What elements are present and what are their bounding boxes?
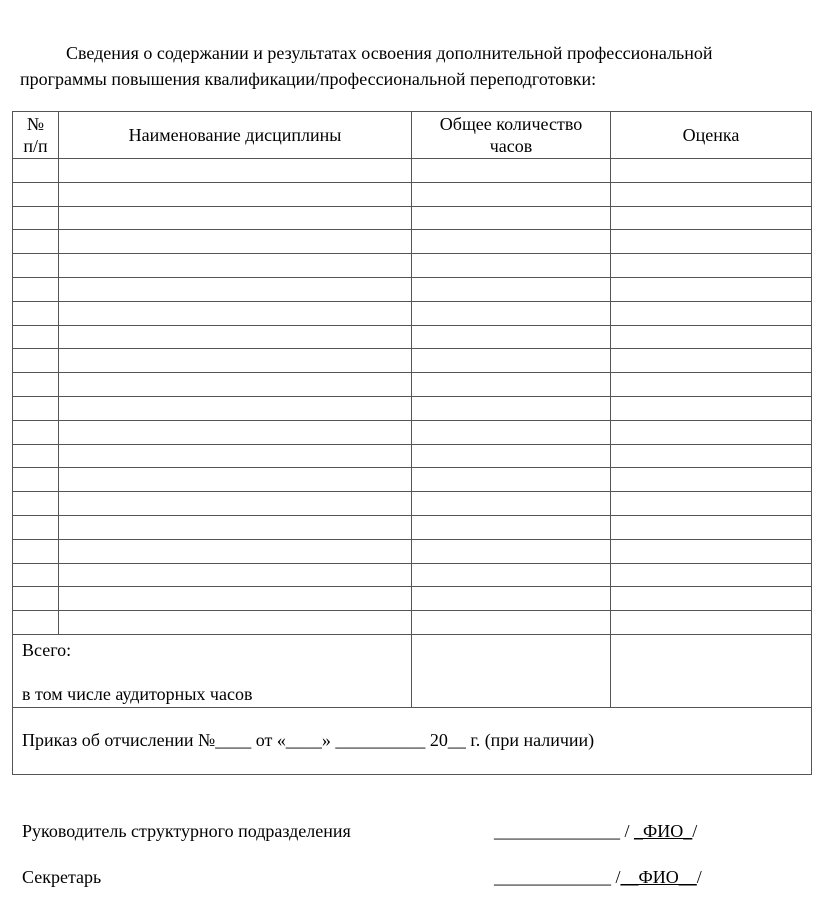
row-number-cell[interactable] <box>13 468 59 492</box>
total-hours-cell[interactable] <box>412 634 611 707</box>
table-row <box>13 539 812 563</box>
table-row <box>13 587 812 611</box>
signature-line-secretary <box>494 867 702 888</box>
row-discipline-cell[interactable] <box>59 254 412 278</box>
row-hours-cell[interactable] <box>412 349 611 373</box>
row-discipline-cell[interactable] <box>59 515 412 539</box>
row-grade-cell[interactable] <box>611 349 812 373</box>
row-discipline-cell[interactable] <box>59 396 412 420</box>
table-row <box>13 349 812 373</box>
row-number-cell[interactable] <box>13 159 59 183</box>
row-grade-cell[interactable] <box>611 159 812 183</box>
row-hours-cell[interactable] <box>412 373 611 397</box>
signature-name-secretary: __ФИО__ <box>620 867 697 887</box>
row-hours-cell[interactable] <box>412 563 611 587</box>
row-grade-cell[interactable] <box>611 396 812 420</box>
row-hours-cell[interactable] <box>412 206 611 230</box>
row-discipline-cell[interactable] <box>59 611 412 635</box>
row-number-cell[interactable] <box>13 277 59 301</box>
row-hours-cell[interactable] <box>412 301 611 325</box>
table-row <box>13 444 812 468</box>
row-grade-cell[interactable] <box>611 206 812 230</box>
signature-end-head: / <box>692 821 698 841</box>
row-discipline-cell[interactable] <box>59 539 412 563</box>
table-header-row <box>13 112 812 159</box>
row-discipline-cell[interactable] <box>59 301 412 325</box>
row-discipline-cell[interactable] <box>59 420 412 444</box>
row-number-cell[interactable] <box>13 587 59 611</box>
row-hours-cell[interactable] <box>412 444 611 468</box>
row-discipline-cell[interactable] <box>59 587 412 611</box>
table-row <box>13 182 812 206</box>
row-hours-cell[interactable] <box>412 159 611 183</box>
order-text: Приказ об отчислении №____ от «____» __________ 20__ г. (при наличии) <box>13 707 812 774</box>
table-row <box>13 230 812 254</box>
row-hours-cell[interactable] <box>412 325 611 349</box>
row-discipline-cell[interactable] <box>59 373 412 397</box>
total-label: Всего: <box>22 639 72 660</box>
row-number-cell[interactable] <box>13 539 59 563</box>
row-discipline-cell[interactable] <box>59 492 412 516</box>
row-grade-cell[interactable] <box>611 563 812 587</box>
table-row <box>13 206 812 230</box>
row-grade-cell[interactable] <box>611 587 812 611</box>
signature-head <box>22 821 802 842</box>
row-number-cell[interactable] <box>13 373 59 397</box>
table-row <box>13 563 812 587</box>
header-number-line2: п/п <box>23 136 48 156</box>
row-grade-cell[interactable] <box>611 444 812 468</box>
header-hours-line1: Общее количество <box>439 114 583 134</box>
row-number-cell[interactable] <box>13 325 59 349</box>
table-row <box>13 301 812 325</box>
row-hours-cell[interactable] <box>412 539 611 563</box>
table-row <box>13 373 812 397</box>
table-row <box>13 396 812 420</box>
row-grade-cell[interactable] <box>611 373 812 397</box>
row-hours-cell[interactable] <box>412 277 611 301</box>
auditory-label: в том числе аудиторных часов <box>22 683 253 704</box>
row-number-cell[interactable] <box>13 230 59 254</box>
row-discipline-cell[interactable] <box>59 182 412 206</box>
header-discipline: Наименование дисциплины <box>59 112 412 159</box>
row-number-cell[interactable] <box>13 563 59 587</box>
row-grade-cell[interactable] <box>611 230 812 254</box>
total-grade-cell[interactable] <box>611 634 812 707</box>
row-hours-cell[interactable] <box>412 420 611 444</box>
signature-role-secretary: Секретарь <box>22 867 102 887</box>
row-number-cell[interactable] <box>13 611 59 635</box>
intro-paragraph <box>20 40 800 92</box>
row-discipline-cell[interactable] <box>59 325 412 349</box>
signature-blank-head: ______________ / <box>494 821 635 841</box>
row-grade-cell[interactable] <box>611 182 812 206</box>
table-row <box>13 492 812 516</box>
row-hours-cell[interactable] <box>412 492 611 516</box>
row-discipline-cell[interactable] <box>59 444 412 468</box>
row-number-cell[interactable] <box>13 492 59 516</box>
row-number-cell[interactable] <box>13 301 59 325</box>
row-hours-cell[interactable] <box>412 468 611 492</box>
row-number-cell[interactable] <box>13 444 59 468</box>
header-hours <box>412 112 611 159</box>
row-number-cell[interactable] <box>13 515 59 539</box>
signature-secretary <box>22 867 802 888</box>
row-grade-cell[interactable] <box>611 539 812 563</box>
row-grade-cell[interactable] <box>611 301 812 325</box>
order-row <box>13 707 812 774</box>
row-grade-cell[interactable] <box>611 277 812 301</box>
row-grade-cell[interactable] <box>611 420 812 444</box>
row-number-cell[interactable] <box>13 349 59 373</box>
table-row <box>13 468 812 492</box>
table-row <box>13 325 812 349</box>
signature-blank-secretary: _____________ / <box>494 867 621 887</box>
row-grade-cell[interactable] <box>611 611 812 635</box>
signature-role-head: Руководитель структурного подразделения <box>22 821 351 841</box>
row-hours-cell[interactable] <box>412 515 611 539</box>
row-grade-cell[interactable] <box>611 468 812 492</box>
row-grade-cell[interactable] <box>611 492 812 516</box>
row-grade-cell[interactable] <box>611 515 812 539</box>
header-grade: Оценка <box>611 112 812 159</box>
row-hours-cell[interactable] <box>412 396 611 420</box>
header-number <box>13 112 59 159</box>
row-hours-cell[interactable] <box>412 182 611 206</box>
total-cell <box>13 634 412 707</box>
row-grade-cell[interactable] <box>611 325 812 349</box>
row-discipline-cell[interactable] <box>59 230 412 254</box>
row-hours-cell[interactable] <box>412 230 611 254</box>
signature-line-head <box>494 821 697 842</box>
row-discipline-cell[interactable] <box>59 563 412 587</box>
row-number-cell[interactable] <box>13 396 59 420</box>
row-discipline-cell[interactable] <box>59 277 412 301</box>
signature-name-head: _ФИО_ <box>634 821 693 841</box>
row-discipline-cell[interactable] <box>59 159 412 183</box>
disciplines-table <box>12 111 812 775</box>
table-row <box>13 159 812 183</box>
table-row <box>13 420 812 444</box>
header-number-line1: № <box>26 114 45 134</box>
row-hours-cell[interactable] <box>412 254 611 278</box>
total-row <box>13 634 812 707</box>
row-grade-cell[interactable] <box>611 254 812 278</box>
header-hours-line2: часов <box>489 136 533 156</box>
row-hours-cell[interactable] <box>412 587 611 611</box>
table-row <box>13 515 812 539</box>
row-number-cell[interactable] <box>13 420 59 444</box>
row-number-cell[interactable] <box>13 182 59 206</box>
row-discipline-cell[interactable] <box>59 349 412 373</box>
signature-end-secretary: / <box>696 867 702 887</box>
intro-text: Сведения о содержании и результатах освоения дополнительной профессиональной программы повышения квалификации/профессиональной переподготовки: <box>20 43 713 89</box>
row-hours-cell[interactable] <box>412 611 611 635</box>
row-number-cell[interactable] <box>13 254 59 278</box>
table-row <box>13 611 812 635</box>
row-discipline-cell[interactable] <box>59 468 412 492</box>
row-discipline-cell[interactable] <box>59 206 412 230</box>
table-row <box>13 277 812 301</box>
row-number-cell[interactable] <box>13 206 59 230</box>
table-row <box>13 254 812 278</box>
